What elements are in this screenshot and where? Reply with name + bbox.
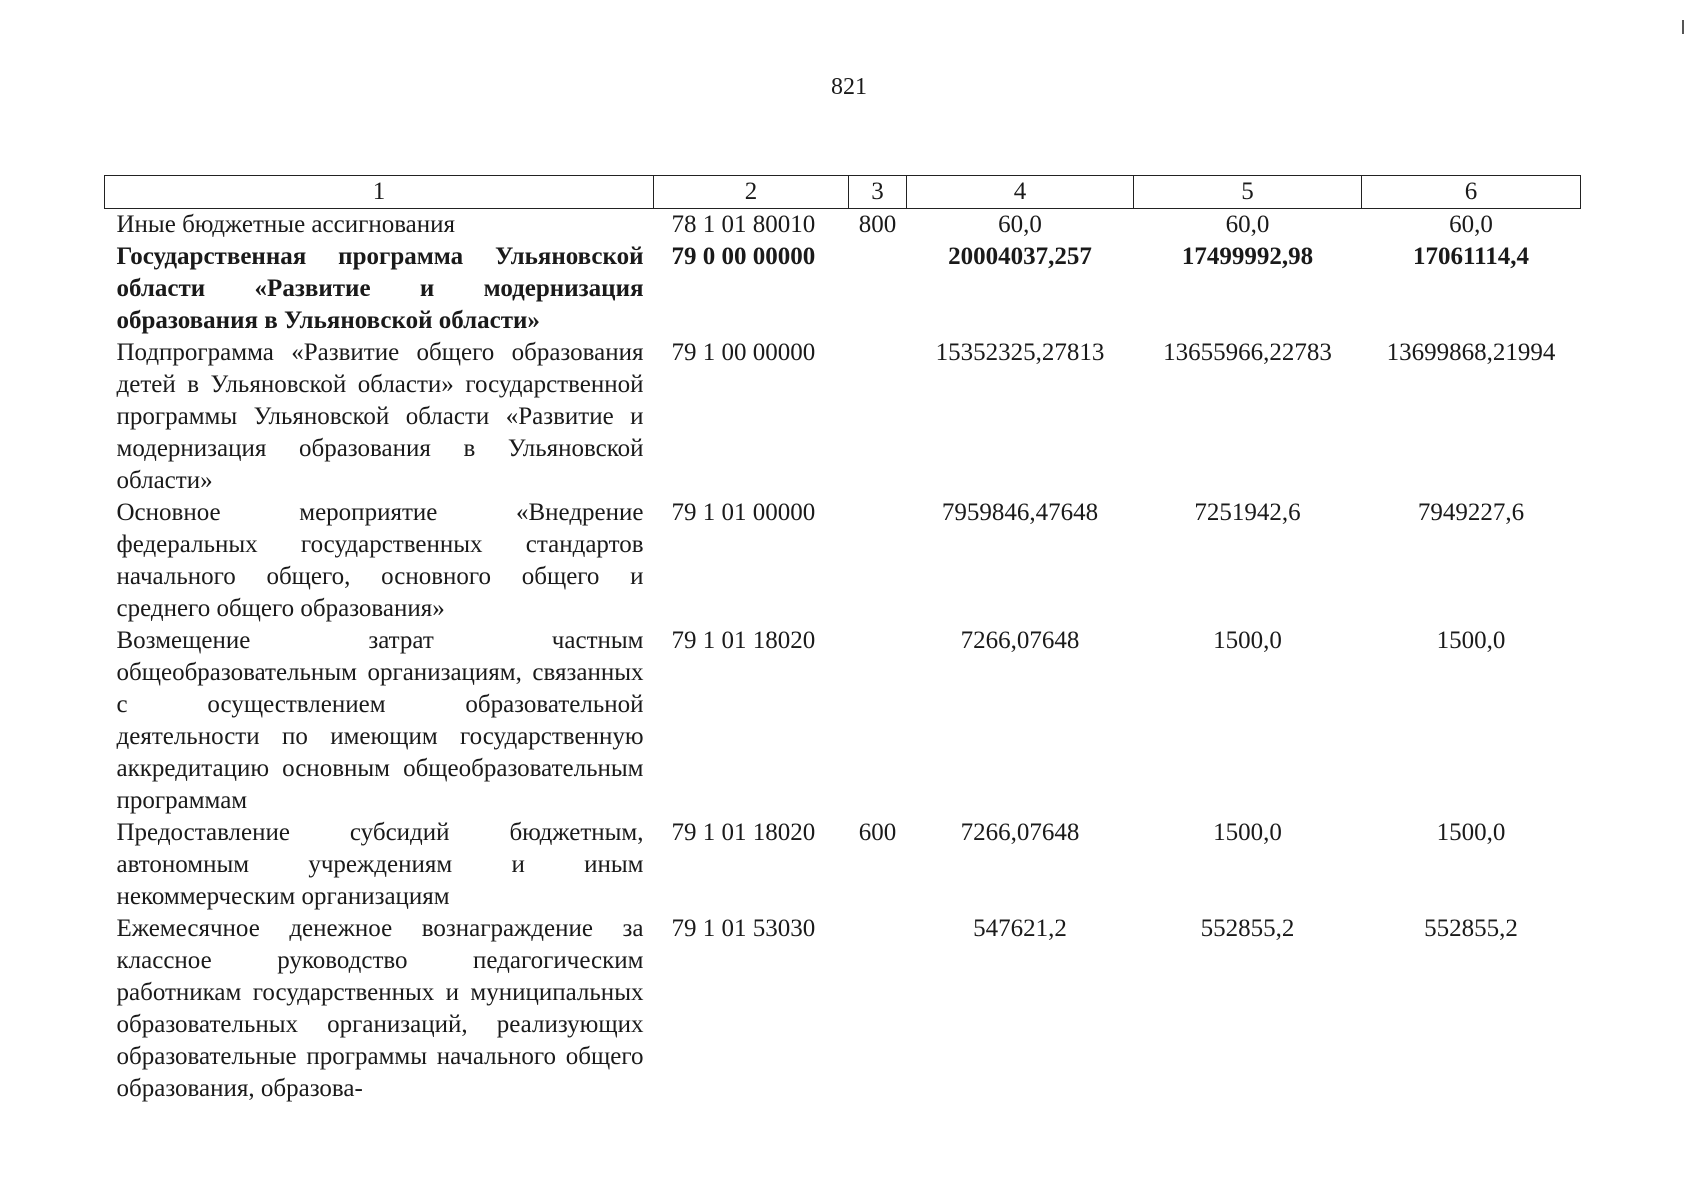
row-vr [849,913,907,1105]
row-name: Ежемесячное денежное вознаграждение за классное руководство педагогическим работникам государственных и муниципальных образовательных организаций, реализующих образовательные программы начального общего образования, образова- [116,915,644,1102]
row-value-2: 13655966,22783 [1163,339,1332,366]
row-code: 78 1 01 80010 [671,211,816,238]
header-col-3: 3 [849,176,907,209]
row-value-1: 7959846,47648 [941,499,1099,526]
row-name: Иные бюджетные ассигнования [116,211,456,238]
row-vr [849,241,907,337]
row-value-2: 552855,2 [1200,915,1295,942]
header-col-4: 4 [907,176,1134,209]
row-code: 79 1 01 00000 [671,499,816,526]
table-row [105,497,1581,625]
table-row [105,337,1581,497]
row-vr [849,497,907,625]
row-value-1: 20004037,257 [948,243,1092,270]
row-code: 79 1 00 00000 [671,339,816,366]
row-value-3: 1500,0 [1436,627,1506,654]
row-value-1: 7266,07648 [960,627,1080,654]
page-number: 821 [831,74,867,100]
header-col-2: 2 [654,176,849,209]
row-value-2: 7251942,6 [1194,499,1301,526]
header-col-6: 6 [1362,176,1581,209]
row-value-3: 552855,2 [1424,915,1518,942]
row-value-1: 60,0 [998,211,1042,238]
row-name: Возмещение затрат частным общеобразовательным организациям, связанных с осуществлением образовательной деятельности по имеющим государственную аккредитацию основным общеобразовательным программам [116,627,644,814]
scan-edge-mark [1682,20,1684,34]
table-row [105,241,1581,337]
table-row [105,913,1581,1105]
row-vr [849,337,907,497]
row-value-3: 13699868,21994 [1386,339,1556,366]
row-value-2: 1500,0 [1213,819,1282,846]
header-col-5: 5 [1134,176,1362,209]
table-row [105,209,1581,242]
row-value-2: 17499992,98 [1181,243,1314,270]
row-value-1: 15352325,27813 [935,339,1105,366]
row-code: 79 0 00 00000 [671,243,816,270]
row-vr: 600 [858,819,897,846]
table-row [105,817,1581,913]
row-code: 79 1 01 18020 [671,627,816,654]
row-vr [849,625,907,817]
row-name: Основное мероприятие «Внедрение федеральных государственных стандартов начального общего, основного общего и среднего общего образования» [116,499,644,622]
row-value-2: 1500,0 [1213,627,1282,654]
row-vr: 800 [858,211,897,238]
row-value-3: 1500,0 [1436,819,1506,846]
row-name: Государственная программа Ульяновской области «Развитие и модернизация образования в Ульяновской области» [116,243,644,334]
header-row [105,176,1581,209]
table-row [105,625,1581,817]
row-value-3: 17061114,4 [1413,243,1529,270]
row-name: Предоставление субсидий бюджетным, автономным учреждениям и иным некоммерческим организациям [116,819,644,910]
row-code: 79 1 01 53030 [671,915,816,942]
row-value-3: 60,0 [1449,211,1493,238]
row-name: Подпрограмма «Развитие общего образования детей в Ульяновской области» государственной программы Ульяновской области «Развитие и модернизация образования в Ульяновской области» [116,339,644,494]
row-value-1: 7266,07648 [960,819,1080,846]
row-code: 79 1 01 18020 [671,819,816,846]
row-value-1: 547621,2 [973,915,1067,942]
header-col-1: 1 [105,176,654,209]
budget-table [104,175,1581,1105]
row-value-2: 60,0 [1225,211,1270,238]
row-value-3: 7949227,6 [1417,499,1525,526]
